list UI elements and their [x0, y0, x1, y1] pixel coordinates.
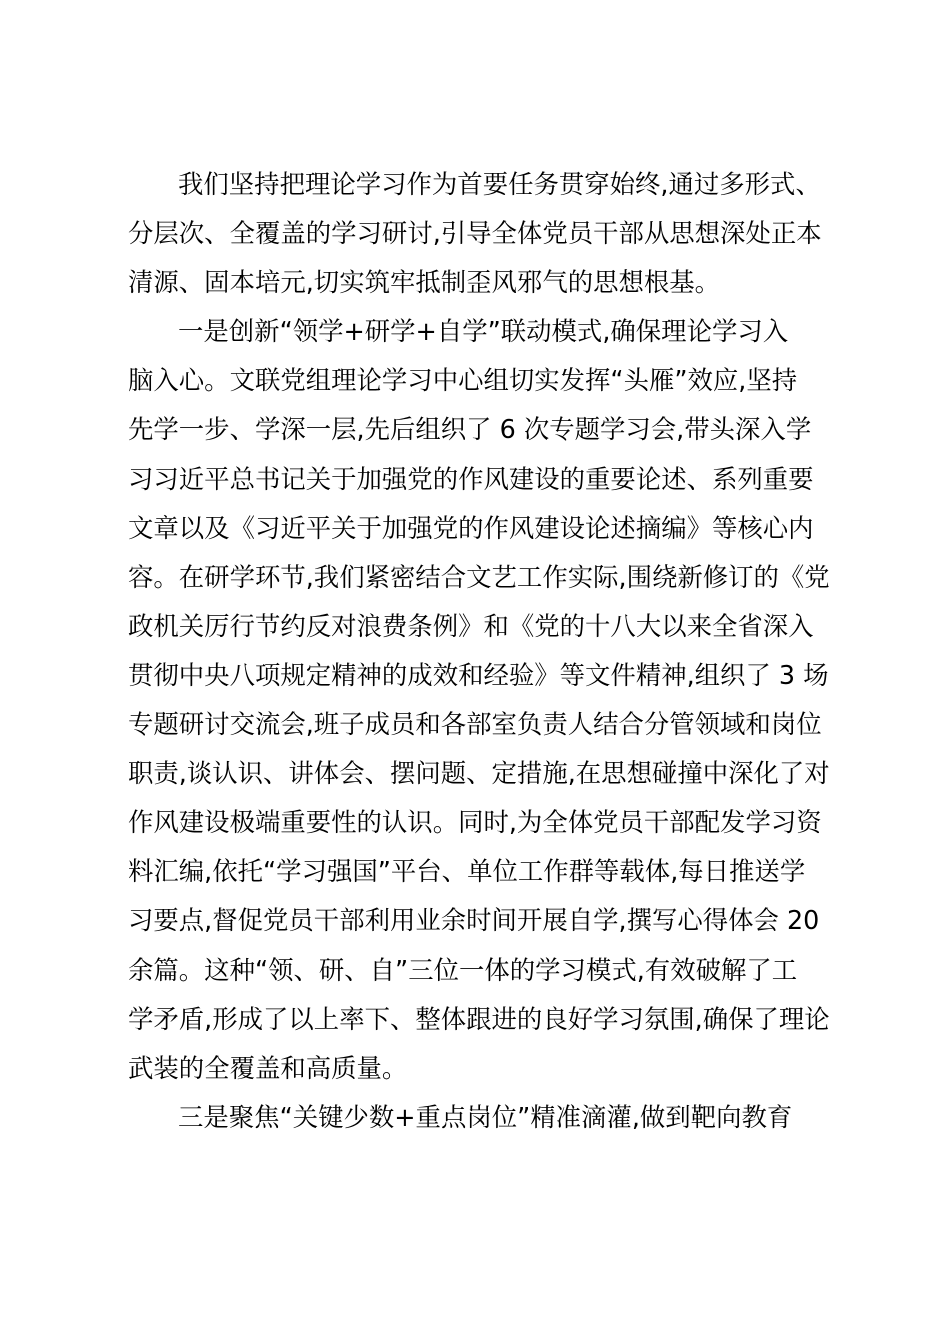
- text-line: 政机关厉行节约反对浪费条例》和《党的十八大以来全省深入: [128, 610, 814, 641]
- text-line: 习要点,督促党员干部利用业余时间开展自学,撰写心得体会 20: [128, 905, 820, 936]
- text-line: 容。在研学环节,我们紧密结合文艺工作实际,围绕新修订的《党: [128, 561, 830, 592]
- text-line: 先学一步、学深一层,先后组织了 6 次专题学习会,带头深入学: [128, 414, 812, 445]
- text-line: 分层次、全覆盖的学习研讨,引导全体党员干部从思想深处正本: [128, 218, 822, 249]
- text-line: 一是创新“领学+研学+自学”联动模式,确保理论学习入: [178, 316, 789, 347]
- text-line: 作风建设极端重要性的认识。同时,为全体党员干部配发学习资: [128, 807, 822, 838]
- text-line: 职责,谈认识、讲体会、摆问题、定措施,在思想碰撞中深化了对: [128, 758, 830, 789]
- text-line: 余篇。这种“领、研、自”三位一体的学习模式,有效破解了工: [128, 954, 798, 985]
- paragraph-intro: [128, 160, 838, 307]
- text-line: 习习近平总书记关于加强党的作风建设的重要论述、系列重要: [128, 463, 814, 494]
- paragraph-point-three: [128, 1093, 838, 1142]
- text-line: 三是聚焦“关键少数+重点岗位”精准滴灌,做到靶向教育: [178, 1101, 793, 1132]
- text-line: 学矛盾,形成了以上率下、整体跟进的良好学习氛围,确保了理论: [128, 1003, 830, 1034]
- text-line: 我们坚持把理论学习作为首要任务贯穿始终,通过多形式、: [178, 169, 821, 199]
- text-line: 武装的全覆盖和高质量。: [128, 1052, 408, 1083]
- document-body: [128, 160, 838, 1142]
- paragraph-point-one: [128, 307, 838, 1093]
- text-line: 贯彻中央八项规定精神的成效和经验》等文件精神,组织了 3 场: [128, 659, 829, 690]
- text-line: 脑入心。文联党组理论学习中心组切实发挥“头雁”效应,坚持: [128, 365, 798, 396]
- text-line: 专题研讨交流会,班子成员和各部室负责人结合分管领域和岗位: [128, 709, 822, 740]
- text-line: 清源、固本培元,切实筑牢抵制歪风邪气的思想根基。: [128, 267, 721, 298]
- text-line: 文章以及《习近平关于加强党的作风建设论述摘编》等核心内: [128, 512, 814, 543]
- text-line: 料汇编,依托“学习强国”平台、单位工作群等载体,每日推送学: [128, 856, 806, 887]
